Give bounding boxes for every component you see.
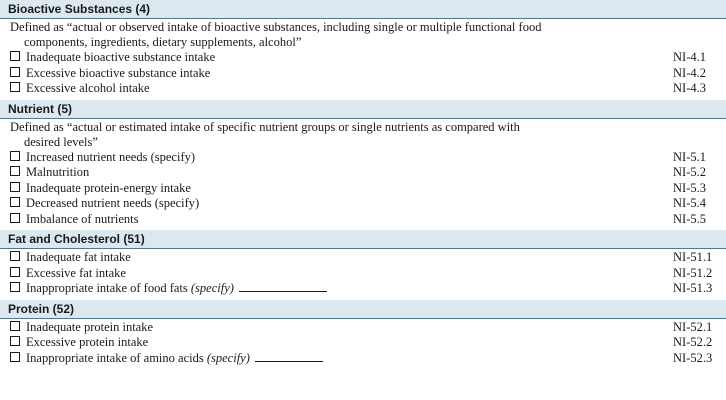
- list-item[interactable]: Inappropriate intake of food fats (specify) NI-51.3: [0, 281, 726, 297]
- list-item[interactable]: Inadequate bioactive substance intake NI-4.1: [0, 50, 726, 66]
- list-item[interactable]: Inappropriate intake of amino acids (specify) NI-52.3: [0, 351, 726, 367]
- section-title: Nutrient (5): [0, 100, 726, 119]
- list-item[interactable]: Inadequate fat intake NI-51.1: [0, 250, 726, 266]
- diagnosis-code: NI-4.1: [673, 50, 706, 64]
- list-item[interactable]: Excessive protein intake NI-52.2: [0, 335, 726, 351]
- list-item[interactable]: Decreased nutrient needs (specify) NI-5.4: [0, 196, 726, 212]
- checkbox[interactable]: [10, 213, 20, 223]
- diagnosis-code: NI-51.1: [673, 250, 713, 264]
- diagnosis-code: NI-51.2: [673, 265, 713, 280]
- section-nutrient: [0, 100, 726, 231]
- specify-note: (specify): [190, 281, 234, 295]
- checkbox[interactable]: [10, 51, 20, 61]
- checkbox[interactable]: [10, 182, 20, 192]
- checkbox[interactable]: [10, 67, 20, 77]
- section-title: Protein (52): [0, 300, 726, 319]
- list-item[interactable]: Imbalance of nutrients NI-5.5: [0, 212, 726, 228]
- diagnosis-code: NI-5.2: [673, 165, 706, 179]
- checkbox[interactable]: [10, 82, 20, 92]
- list-item[interactable]: Excessive fat intake NI-51.2: [0, 266, 726, 282]
- section-definition: Defined as “actual or estimated intake of specific nutrient groups or single nutrients as compared with desired levels”: [10, 119, 520, 149]
- checkbox[interactable]: [10, 151, 20, 161]
- list-item[interactable]: Inadequate protein-energy intake NI-5.3: [0, 181, 726, 197]
- diagnosis-code: NI-52.1: [673, 319, 713, 334]
- section-fat-and-cholesterol: [0, 230, 726, 300]
- section-bioactive-substances: [0, 0, 726, 100]
- list-item[interactable]: Inadequate protein intake NI-52.1: [0, 320, 726, 336]
- diagnosis-code: NI-4.2: [673, 65, 706, 80]
- section-definition: Defined as “actual or observed intake of bioactive substances, including single or multiple functional food components, ingredients, dietary supplements, alcohol”: [10, 20, 542, 49]
- diagnosis-code: NI-5.5: [673, 211, 706, 226]
- blank-line[interactable]: [239, 281, 327, 292]
- section-title: Fat and Cholesterol (51): [0, 230, 726, 249]
- diagnosis-code: NI-5.3: [673, 180, 706, 195]
- checkbox[interactable]: [10, 336, 20, 346]
- diagnosis-code: NI-4.3: [673, 81, 706, 95]
- checkbox[interactable]: [10, 251, 20, 261]
- diagnosis-code: NI-52.3: [673, 350, 713, 365]
- diagnosis-code: NI-52.2: [673, 335, 713, 349]
- diagnosis-code: NI-5.4: [673, 196, 706, 210]
- specify-note: (specify): [206, 350, 250, 365]
- section-title: Bioactive Substances (4): [0, 0, 726, 19]
- blank-line[interactable]: [255, 351, 323, 362]
- checkbox[interactable]: [10, 267, 20, 277]
- list-item[interactable]: Increased nutrient needs (specify) NI-5.1: [0, 150, 726, 166]
- diagnosis-code: NI-51.3: [673, 281, 713, 295]
- checkbox[interactable]: [10, 166, 20, 176]
- list-item[interactable]: Excessive alcohol intake NI-4.3: [0, 81, 726, 97]
- diagnosis-code: NI-5.1: [673, 149, 706, 164]
- checkbox[interactable]: [10, 197, 20, 207]
- checkbox[interactable]: [10, 352, 20, 362]
- list-item[interactable]: Excessive bioactive substance intake NI-4.2: [0, 66, 726, 82]
- list-item[interactable]: Malnutrition NI-5.2: [0, 165, 726, 181]
- checkbox[interactable]: [10, 282, 20, 292]
- section-protein: [0, 300, 726, 370]
- checkbox[interactable]: [10, 321, 20, 331]
